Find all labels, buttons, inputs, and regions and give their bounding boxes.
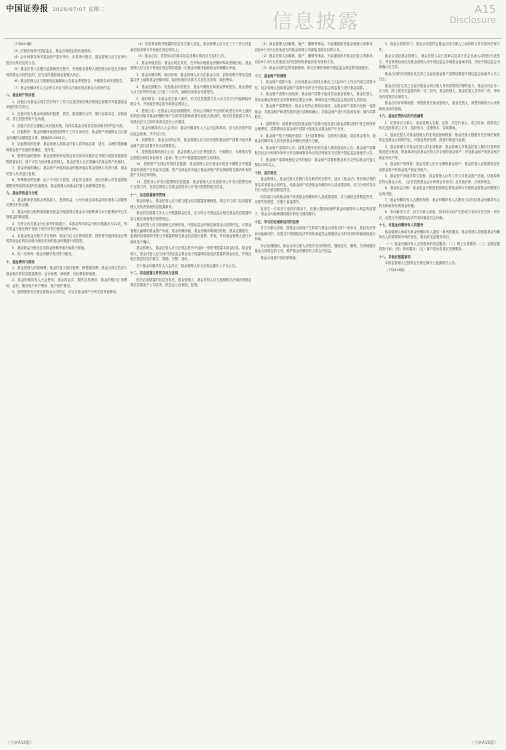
page-number: A15: [474, 3, 496, 16]
section-heading: 十二、信息披露文件的存放与查阅: [130, 271, 179, 275]
paragraph: 5、基金财产按下列顺序清偿：支付清算费用；交纳所欠税款；清偿基金债务；按基金份额持有人持有的基金份额比例进行分配。: [254, 133, 376, 143]
paragraph: 各方当事人同意，因基金合同而产生的或与基金合同有关的一切争议，如经友好协商未能解决的，应提交中国国际经济贸易仲裁委员会根据该会当时有效的仲裁规则进行仲裁。: [254, 226, 376, 241]
paragraph: 1、基金管理人的管理费；基金托管人的托管费；销售服务费；基金合同生效后与基金相关的信息披露费用；会计师费、律师费、诉讼费和仲裁费。: [6, 266, 128, 276]
section-heading: 十一、信息披露事务管理: [130, 192, 166, 197]
paragraph: 基金合同自生效之日起对基金合同当事人具有同等的法律约束力。基金合同正本一式六份，除上报有关监管机构一式二份外，基金管理人、基金托管人各持有二份，每份具有同等的法律效力。: [378, 83, 500, 99]
paragraph: 4、基金财产的保管：基金托管人应安全保管基金财产；基金托管人应按照规定开设基金财产的资金账户和证券账户。: [378, 162, 500, 172]
paragraph: 6、基金收益分配：基金收益分配是指按规定将基金的可分配收益按基金份额进行比例分配。: [378, 186, 500, 196]
paragraph: 基金管理人、基金托管人应当建立健全信息披露管理制度，指定专门部门及高级管理人员负责管理信息披露事务。: [130, 199, 252, 209]
section-heading: 十三、基金财产的清算: [254, 73, 287, 78]
paragraph: 9、投资股指期货相关公告：基金管理人应当在季度报告、中期报告、年度报告等定期报告和招募说明书（更新）等文件中披露股指期货交易情况。: [130, 150, 252, 160]
paragraph: （1）基金管理人因解散、破产、撤销等事由，不能继续担任基金管理人的职务，而在6个月内无其他适当的基金管理公司承接其原有权利义务。: [254, 42, 376, 52]
page-header: [0, 0, 506, 38]
paragraph: （4）会计师事务所对基金财产进行审计，出具审计报告，基金管理人应当在审计报告出具后及时公告。: [6, 55, 128, 65]
article-columns: [6, 42, 500, 742]
paragraph: （2）基金托管人因解散、破产、撤销等事由，不能继续担任基金托管人的职务，而在6个月内无其他适当的托管机构承接其原有权利义务。: [254, 54, 376, 64]
paragraph: 7、基金份额持有人名册的保管：基金份额持有人名册至少应包括基金份额持有人的名称和持有的基金份额。: [378, 198, 500, 208]
paragraph: 4、基金定期报告：包括基金年度报告、基金中期报告和基金季度报告。基金管理人应当在每年结束之日起三个月内，编制完成基金年度报告。: [130, 84, 252, 94]
page-number-block: [449, 3, 496, 26]
paragraph: 3、估值方法应当遵循公允价值原则，具体以基金合同及招募说明书的约定为准。: [12, 123, 126, 128]
paragraph: 4、本基金收益分配方式分两种：现金分红与红利再投资，投资者可选择现金红利或将现金红利自动转为相应类别的基金份额进行再投资。: [6, 233, 128, 243]
paragraph: （7）基金份额持有人大会的召开应当符合法律法规及基金合同的约定。: [12, 85, 113, 90]
paragraph: 6、暂停估值的情形：基金投资所涉及的证券交易市场遇法定节假日或因其他原因暂停营业时；因不可抗力致使基金管理人、基金托管人无法准确评估基金资产价值时。: [6, 154, 128, 164]
paragraph: 基金信息披露义务人公开披露基金信息，应当符合中国证监会相关基金信息披露内容与格式准则等法规的规定。: [130, 211, 252, 221]
paragraph: 8、清算报告：基金合同终止的，基金管理人应当依法组织基金财产清算小组对基金财产进行清算并作出清算报告。: [130, 138, 252, 148]
paragraph: 2、基金财产清算小组组成：基金财产清算小组成员由基金管理人、基金托管人、具有从事证券相关业务资格的注册会计师、律师以及中国证监会指定的人员组成。: [254, 92, 376, 102]
section-heading: 十七、对基金份额持有人的服务: [378, 223, 424, 227]
paragraph: 3、按照国家有关规定和基金合同约定，可以在基金财产中列支的其他费用。: [12, 290, 120, 294]
column-1: [6, 42, 127, 742]
paragraph: （3）法律法规或中国证监会、基金合同规定的其他情形。: [12, 48, 94, 53]
paragraph: 1、基金利润是指基金利息收入、投资收益、公允价值变动收益和其他收入扣除相关费用后的余额。: [6, 197, 128, 207]
paragraph: 3、基金合同的效力：基金合同是约定基金合同当事人之间权利义务关系的法律文件。: [378, 42, 500, 52]
paragraph: 1、估值日为基金合同生效后每个工作日以及国家法律法规规定需要对外披露基金净值的非交易日。: [6, 99, 128, 109]
paragraph: 4、估值程序：基金份额净值是按照每个工作日闭市后，基金资产净值除以当日基金份额的余额数量计算，精确到0.0001元。: [6, 130, 128, 140]
paragraph: 3、基金管理人对基金托管人的业务核查：基金管理人对基金托管人履行托管职责情况进行核查，核查事项包括基金托管人安全保管基金财产、开设基金财产的资金账户和证券账户等。: [378, 144, 500, 160]
paragraph: 基金合同的有效期自其生效之日起至基金财产清算结果报中国证监会备案并公告之日止。: [378, 71, 500, 81]
paragraph: 基金管理人、基金托管人应当在规定报刊中选择一家报刊披露本基金信息。基金管理人、基金托管人应当向中国证监会基金电子披露网站报送拟披露的基金信息，并保证相关报送信息的真实、准确、完整、及时。: [130, 246, 252, 261]
paragraph: 2、估值对象为基金所拥有的股票、债券、股指期货合约、银行存款本息、应收款项、其它投资等资产及负债。: [6, 111, 128, 121]
paragraph: 3、基金份额申购、赎回价格：基金管理人应当在基金合同、招募说明书等信息披露文件上载明基金份额申购、赎回价格的计算方式及有关申购、赎回费率。: [130, 72, 252, 82]
paragraph: 10、投资资产支持证券的信息披露：基金管理人应在基金年报及中期报告中披露其持有的资产支持证券总额、资产支持证券市值占基金净资产的比例和报告期内所有的资产支持证券明细。: [130, 162, 252, 177]
paragraph: （5）基金合同、托管协议的基本信息及修订情况应当及时公告。: [136, 54, 228, 58]
paragraph: 1、托管协议当事人：基金管理人名称、住所、法定代表人、成立时间、批准设立机关及批准设立文号、组织形式、注册资本、存续期间。: [378, 120, 500, 130]
paragraph: 5、基金资产净值计算与复核：基金管理人应每工作日对基金资产估值，估值原则应符合基金合同、《证券投资基金会计核算业务指引》及其他法律、法规的规定。: [378, 174, 500, 184]
section-title: 信息披露: [272, 9, 360, 33]
paragraph: （下转A14版）: [12, 42, 35, 46]
paragraph: （一）基金份额持有人交易资料的寄送服务；（二）网上交易服务；（三）定期定额投资计划；（四）资讯服务；（五）客户投诉及建议受理服务。: [378, 241, 500, 251]
paragraph: 4、清算费用：清算费用是指基金财产清算小组在进行基金清算过程中发生的所有合理费用，清算费用由基金财产清算小组优先从基金财产中支付。: [254, 121, 376, 131]
section-heading: 八、基金财产的估值: [6, 93, 35, 97]
column-3: [255, 42, 376, 742]
paragraph: 2、基金可供分配利润指截至收益分配基准日基金未分配利润与未分配利润中已实现收益的孰低数。: [6, 209, 128, 219]
paragraph: 基金托管人应当按照相关法律法规、中国证监会的规定和基金合同的约定，对基金管理人编制的基金资产净值、基金份额净值、基金份额申购赎回价格、基金定期报告、更新的招募说明书等公开披露的相关基金信息进行复核、审查，并向基金管理人进行书面或电子确认。: [130, 223, 252, 244]
paragraph: 基金合同受中国法律管辖。: [260, 255, 299, 260]
paragraph: 5、临时报告：本基金发生重大事件，有关信息披露义务人应当在2日内编制临时报告书，并登载在规定报刊和规定网站上。: [130, 96, 252, 106]
paragraph: 2、基金净值信息：基金合同生效后，在开始办理基金份额申购或者赎回前，基金管理人应当至少每周在规定网站披露一次基金份额净值和基金份额累计净值。: [130, 60, 252, 70]
section-heading: 九、基金的收益与分配: [6, 191, 38, 195]
paragraph: 在发生一方或多方违约的情况下，在最大限度地保护基金份额持有人利益的前提下，基金合同能够继续履行的应当继续履行。: [254, 206, 376, 216]
section-heading: 十八、其他应披露事项: [378, 254, 411, 259]
paragraph: 11、投资非公开发行股票的信息披露：基金管理人应在投资非公开发行股票后两个交易日内，在规定网站公告基金投资非公开发行股票的相关信息。: [130, 179, 252, 189]
paragraph: 本基金管理人已按规定在规定媒介上披露相关公告。: [384, 261, 459, 265]
paragraph: 2、基金托管人对基金管理人的业务监督和核查：基金托管人根据有关法律法规的规定及基金合同的约定，对基金投资范围、投资对象进行监督。: [378, 132, 500, 142]
paragraph: 3、在符合有关基金分红条件的前提下，本基金每年收益分配次数最多为12次，每次收益分配比例不得低于该次可供分配利润的10%。: [6, 221, 128, 231]
paragraph: 6、基金财产清算的公告：清算过程中的有关重大事项须及时公告；基金财产清算报告经会计师事务所审计并由律师事务所出具法律意见书后报中国证监会备案并公告。: [254, 145, 376, 155]
paragraph: 3、基金财产清算程序：基金合同终止情形出现时，由基金财产清算小组统一接管基金；对基金财产和债权债务进行清理和确认；对基金财产进行估值和变现；制作清算报告。: [254, 104, 376, 119]
section-title-en: Disclosure: [449, 16, 496, 26]
continued-note-left: （下转A14版）: [6, 740, 34, 745]
paragraph: 因共同行为给基金财产或者基金份额持有人造成损害的，应当承担连带赔偿责任，对损失的赔偿，仅限于直接损失。: [254, 194, 376, 204]
masthead-title: 中国证券报: [6, 3, 49, 13]
continued-note-right: （下转A16版）: [470, 740, 498, 745]
paragraph: 7、基金份额持有人大会决议：基金份额持有人大会决定的事项，应当依法报中国证监会备案，并予以公告。: [130, 126, 252, 136]
paragraph: 8、特殊情况的处理：由于不可抗力原因，或证券交易所、登记结算公司发送的数据错误等原因造成的估值错误，基金管理人和基金托管人免除赔偿责任。: [6, 178, 128, 188]
section-heading: 十六、基金托管协议的内容摘要: [378, 114, 424, 118]
paragraph: 基金合同经基金管理人、基金托管人双方盖章以及双方法定代表人或授权代表签字，并在募集结束后经基金管理人向中国证监会办理基金备案手续，并经中国证监会书面确认后生效。: [378, 54, 500, 69]
paragraph: 依法必须披露的信息发布后，基金管理人、基金托管人应当按照相关法律法规规定将信息置备于公司住所，供社会公众查阅、复制。: [130, 277, 252, 287]
paragraph: 8、争议解决方式：双方当事人同意，因本协议而产生的或与本协议有关的一切争议，应提交中国国际经济贸易仲裁委员会仲裁。: [378, 210, 500, 220]
paragraph: 基金管理人承诺为基金份额持有人提供一系列的服务。基金管理人将根据基金份额持有人的需要和市场的变化，增加或变更服务项目。: [378, 229, 500, 239]
paragraph: 5、基金收益分配后各类基金份额净值不能低于面值。: [12, 245, 88, 250]
paragraph: （5）基金托管人在履行监督职责过程中，发现基金管理人的投资运作违反法律法规或基金合同约定的，应当及时通知基金管理人纠正。: [6, 67, 128, 77]
paragraph: 对于基金份额持有人大会决议，基金管理人应当在规定媒介上予以公告。: [136, 263, 239, 268]
column-4: [379, 42, 500, 742]
section-heading: 十、基金费用与税收: [6, 259, 35, 264]
section-heading: 十四、违约责任: [254, 170, 277, 175]
paragraph: 2、基金份额持有人大会费用；基金的证券、期货交易费用；基金的银行汇划费用；证券、期货账户开户费用、账户维护费用。: [6, 278, 128, 288]
issue-date: 2020/07/07 星期二: [52, 7, 105, 13]
paragraph: （下转A16版）: [384, 267, 407, 272]
paragraph: 7、基金净值的确认：基金资产净值和基金份额净值由基金管理人负责计算，基金托管人负责进行复核。: [6, 166, 128, 176]
paragraph: 6、同一类别每一基金份额享有同等分配权。: [12, 252, 75, 256]
paragraph: （4）若招募说明书披露的信息发生重大变化，基金管理人应当在三个工作日内更新招募说明书并登载在规定网站上。: [130, 42, 252, 52]
paragraph: 1、基金财产清算小组：自出现基金合同终止事由之日起30个工作日内成立清算小组，基金管理人组织基金财产清算小组并在中国证监会的监督下进行基金清算。: [254, 80, 376, 90]
paragraph: （6）基金管理人应当按照规定编制和公告基金季度报告、中期报告和年度报告。: [12, 79, 126, 83]
paragraph: 6、澄清公告：在基金合同存续期限内，任何公共媒介中出现的或者在市场上流传的消息可能对基金份额价格产生误导性影响或者引起较大波动的，相关信息披露义务人知悉后应当立即对该消息进行公开澄清。: [130, 108, 252, 124]
paragraph: （3）基金合同约定的其他情形；相关法律法规和中国证监会规定的其他情况。: [260, 66, 371, 70]
section-heading: 十五、争议的处理和适用的法律: [254, 219, 300, 224]
paragraph: 基金合同可印制成册，供投资者在基金管理人、基金托管人、销售机构的办公场所和营业场所查阅。: [378, 101, 500, 111]
paragraph: 基金管理人、基金托管人在履行各自职责的过程中，违反《基金法》等法律法规的规定或者基金合同约定，给基金财产或者基金份额持有人造成损害的，应当分别对各自的行为依法承担赔偿责任。: [254, 177, 376, 192]
paragraph: 争议处理期间，基金合同当事人应恪守各自的职责，继续忠实、勤勉、尽责地履行基金合同规定的义务，维护基金份额持有人的合法权益。: [254, 243, 376, 253]
paragraph: 7、基金财产清算账册及文件的保存：基金财产清算账册及有关文件由基金托管人保存15年以上。: [254, 157, 376, 167]
column-2: [130, 42, 251, 742]
paragraph: 5、估值错误的处理：基金管理人和基金托管人将采取必要、适当、合理的措施确保基金资产估值的准确性、及时性。: [6, 142, 128, 152]
header-divider: [4, 38, 502, 39]
newspaper-masthead: [6, 3, 105, 14]
